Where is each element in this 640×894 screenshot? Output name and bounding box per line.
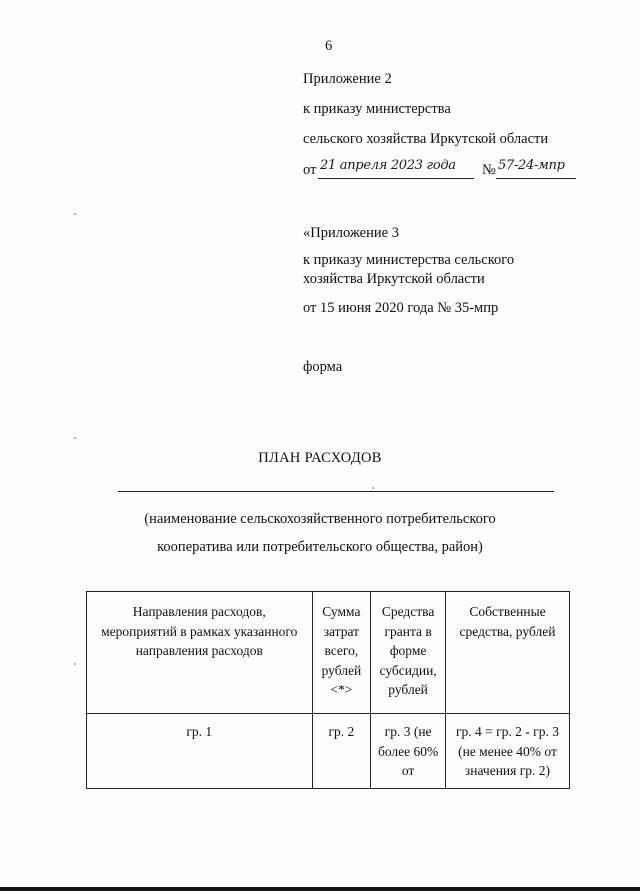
cell-line: значения гр. 2) (464, 763, 551, 778)
number-prefix: № (482, 162, 496, 178)
scan-speck (372, 487, 374, 489)
cell-gr1 (87, 714, 313, 789)
cell-line: затрат (323, 623, 360, 639)
cell-line: Сумма (322, 604, 361, 619)
cell-line: гр. 2 (328, 724, 355, 739)
caption-line-2: кооператива или потребительского общества, район) (157, 539, 483, 555)
scan-speck (74, 437, 76, 439)
cell-line: мероприятий в рамках указанного (101, 623, 298, 639)
cell-line: гр. 4 = гр. 2 - гр. 3 (455, 724, 559, 739)
order-ministry-line: к приказу министерства (303, 101, 451, 117)
table-row (87, 714, 570, 789)
date-prefix: от (303, 162, 317, 178)
cell-line: гр. 1 (186, 724, 213, 739)
name-fill-line (118, 491, 554, 492)
appendix-2-label: Приложение 2 (303, 71, 392, 87)
number-underline (496, 178, 576, 179)
order-date-line: от 15 июня 2020 года № 35-мпр (303, 300, 499, 316)
cell-line: <*> (330, 682, 353, 697)
header-cell-grant (371, 592, 446, 714)
header-cell-own-funds (445, 592, 569, 714)
cell-line: более 60% (377, 743, 439, 759)
cell-line: форме (389, 643, 427, 658)
cell-line: Собственные (469, 604, 546, 619)
cell-line: гранта в (384, 623, 432, 639)
scan-speck (74, 213, 76, 215)
cell-line: рублей (321, 662, 362, 678)
date-underline (318, 178, 474, 179)
cell-line: рублей (388, 682, 428, 697)
cell-line: средства, рублей (459, 623, 556, 639)
ministry-region-line: сельского хозяйства Иркутской области (303, 131, 549, 147)
order-line-2: к приказу министерства сельского (303, 252, 515, 268)
scan-edge-bar (0, 887, 640, 891)
appendix-3-label: «Приложение 3 (303, 225, 399, 241)
cell-line: от (401, 763, 415, 778)
cell-line: субсидии, (379, 662, 437, 678)
cell-line: Направления расходов, (132, 604, 266, 619)
caption-line-1: (наименование сельскохозяйственного потребительского (144, 511, 496, 527)
handwritten-number: 57-24-мпр (498, 158, 565, 173)
handwritten-date: 21 апреля 2023 года (320, 158, 456, 173)
cell-line: Средства (381, 604, 435, 619)
cell-line: гр. 3 (не (384, 724, 432, 739)
cell-line: (не менее 40% от (458, 743, 557, 759)
cell-gr2 (312, 714, 371, 789)
page-number: 6 (325, 38, 333, 54)
document-title: ПЛАН РАСХОДОВ (258, 450, 382, 466)
cell-gr4 (445, 714, 569, 789)
cell-gr3 (371, 714, 446, 789)
expense-plan-table (86, 591, 570, 789)
cell-line: всего, (324, 643, 359, 658)
form-label: форма (303, 359, 343, 375)
order-line-3: хозяйства Иркутской области (303, 271, 485, 287)
scan-speck (74, 663, 76, 665)
table-header-row (87, 592, 570, 714)
cell-line: направления расходов (135, 643, 263, 658)
header-cell-directions (87, 592, 313, 714)
header-cell-total (312, 592, 371, 714)
